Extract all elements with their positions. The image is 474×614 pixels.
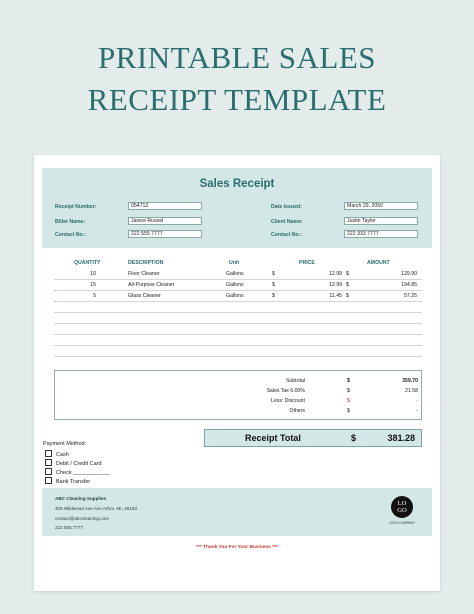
col-header-unit: Unit (229, 260, 240, 266)
biller-contact-field[interactable]: 222 555 7777 (128, 230, 202, 238)
discount-value: - (416, 398, 418, 404)
amount-cell: 57.25 (404, 293, 417, 299)
unit-cell: Gallons (226, 282, 244, 288)
discount-label: Less: Discount (270, 398, 305, 404)
receipt-sheet (34, 155, 440, 591)
others-label: Others (289, 408, 305, 414)
receipt-header-panel (42, 168, 432, 248)
unit-cell: Gallons (226, 271, 244, 277)
company-phone: 222 555 7777 (55, 525, 84, 530)
sales-tax-label: Sales Tax 6.00% (266, 388, 305, 394)
thank-you-note: *** Thank You For Your Business *** (196, 545, 278, 550)
amount-currency: $ (346, 282, 349, 288)
payment-option-bank-transfer[interactable]: Bank Transfer (45, 477, 90, 485)
price-cell: 12.99 (329, 282, 342, 288)
price-currency: $ (272, 293, 275, 299)
company-footer (42, 488, 432, 536)
sales-tax-currency: $ (347, 388, 350, 394)
biller-name-field[interactable]: Janice Russel (128, 217, 202, 225)
row-divider (54, 334, 422, 335)
payment-option-cash[interactable]: Cash (45, 450, 69, 458)
qty-cell: 15 (90, 282, 96, 288)
price-currency: $ (272, 282, 275, 288)
amount-currency: $ (346, 271, 349, 277)
price-cell: 12.99 (329, 271, 342, 277)
client-contact-field[interactable]: 222 333 7777 (344, 230, 418, 238)
company-name: ABC Cleaning Supplies (55, 496, 107, 501)
col-header-amount: AMOUNT (367, 260, 390, 266)
payment-option-check[interactable]: Check ____________ (45, 468, 110, 476)
description-cell: All-Purpose Cleaner (128, 282, 175, 288)
receipt-total-value: 381.28 (387, 433, 415, 443)
subtotal-value: 359.70 (402, 378, 418, 384)
company-logo: LO GO (391, 496, 413, 518)
row-divider (54, 301, 422, 302)
date-issued-label: Date Issued: (271, 204, 302, 210)
price-currency: $ (272, 271, 275, 277)
receipt-title: Sales Receipt (199, 178, 275, 190)
subtotal-label: Subtotal (285, 378, 305, 384)
row-divider (54, 290, 422, 291)
client-contact-label: Contact No.: (271, 232, 302, 238)
client-name-label: Client Name: (271, 219, 303, 225)
receipt-number-field[interactable]: 054712 (128, 202, 202, 210)
client-name-field[interactable]: Justin Taylor (344, 217, 418, 225)
headline-line-1: PRINTABLE SALES (97, 40, 376, 75)
others-currency: $ (347, 408, 350, 414)
checkbox[interactable] (45, 477, 52, 484)
biller-name-label: Biller Name: (55, 219, 86, 225)
headline-line-2: RECEIPT TEMPLATE (87, 82, 387, 117)
col-header-quantity: QUANTITY (74, 260, 101, 266)
amount-currency: $ (346, 293, 349, 299)
description-cell: Floor Cleaner (128, 271, 160, 277)
description-cell: Glass Cleaner (128, 293, 161, 299)
company-email: contact@abccleaning.com (55, 516, 109, 521)
discount-currency: $ (347, 398, 350, 404)
biller-contact-label: Contact No.: (55, 232, 86, 238)
row-divider (54, 356, 422, 357)
receipt-total-bar (204, 429, 422, 447)
sales-tax-value: 21.58 (405, 388, 418, 394)
qty-cell: 10 (90, 271, 96, 277)
payment-method-title: Payment Method: (43, 441, 87, 447)
payment-option-card[interactable]: Debit / Credit Card (45, 459, 102, 467)
qty-cell: 5 (93, 293, 96, 299)
amount-cell: 129.90 (401, 271, 417, 277)
col-header-price: PRICE (299, 260, 315, 266)
receipt-total-label: Receipt Total (245, 433, 301, 443)
unit-cell: Gallons (226, 293, 244, 299)
company-address: 405 Wildwood Ave Ann Arbor, MI, 48103 (55, 506, 137, 511)
logo-caption: LOGO COMPANY (389, 521, 415, 525)
receipt-number-label: Receipt Number: (55, 204, 97, 210)
checkbox[interactable] (45, 459, 52, 466)
price-cell: 11.45 (329, 293, 342, 299)
checkbox[interactable] (45, 468, 52, 475)
row-divider (54, 345, 422, 346)
totals-box (54, 370, 422, 420)
row-divider (54, 323, 422, 324)
col-header-description: DESCRIPTION (128, 260, 164, 266)
others-value: - (416, 408, 418, 414)
amount-cell: 194.85 (401, 282, 417, 288)
row-divider (54, 279, 422, 280)
subtotal-currency: $ (347, 378, 350, 384)
receipt-total-currency: $ (351, 433, 357, 443)
date-issued-field[interactable]: March 29, 2050 (344, 202, 418, 210)
checkbox[interactable] (45, 450, 52, 457)
row-divider (54, 312, 422, 313)
